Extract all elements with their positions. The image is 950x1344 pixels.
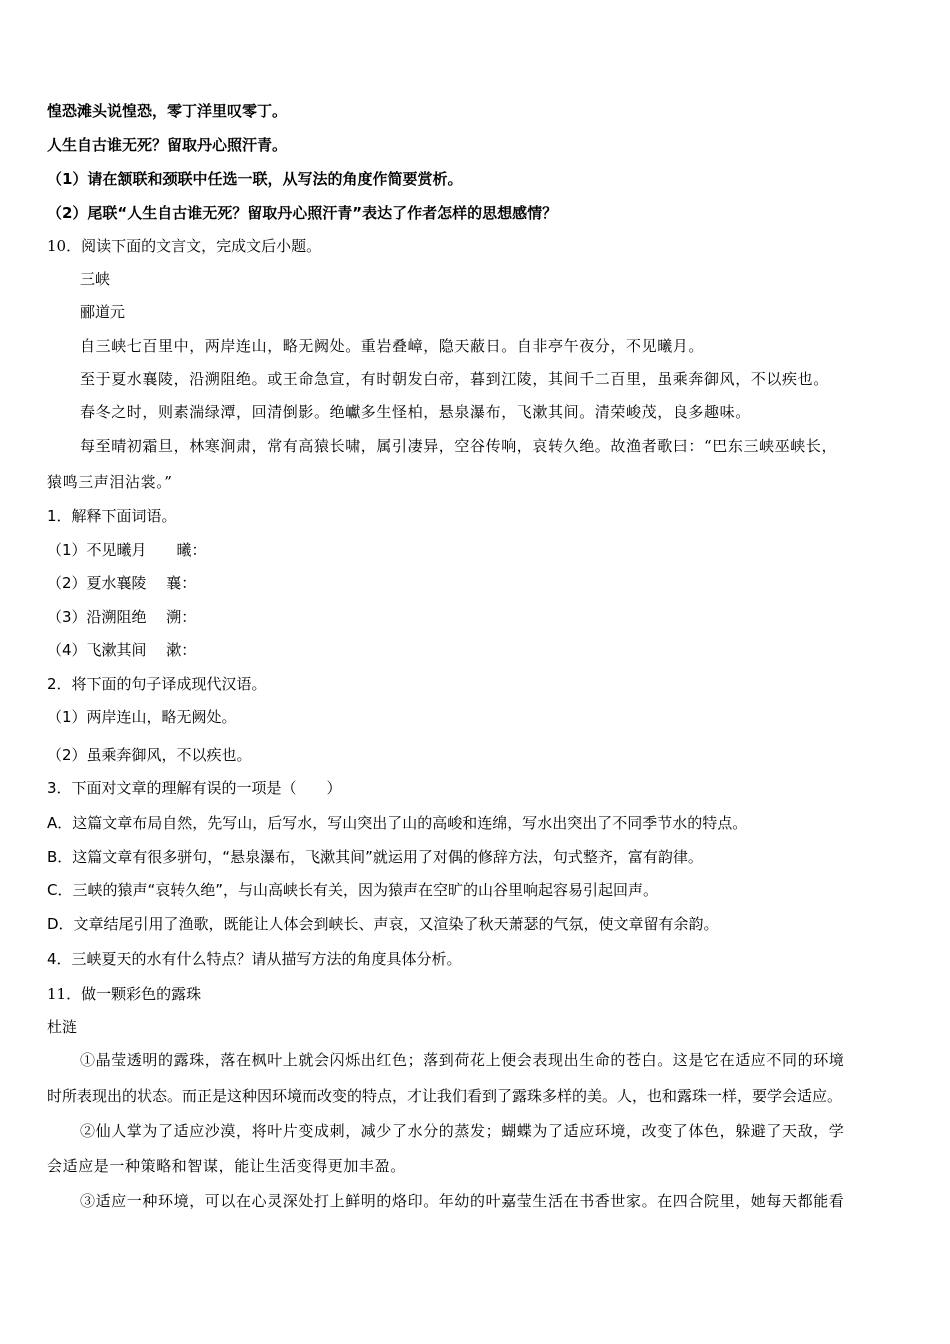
q11-line-1: ①晶莹透明的露珠，落在枫叶上就会闪烁出红色；落到荷花上便会表现出生命的苍白。这是它在适应不同的环境: [80, 1051, 845, 1069]
q10-passage-title: 三峡: [80, 270, 111, 288]
q10-paragraph-4: 每至晴初霜旦，林寒涧肃，常有高猿长啸，属引凄异，空谷传响，哀转久绝。故渔者歌曰：“巴东三峡巫峡长，: [80, 437, 838, 455]
q10-paragraph-1: 自三峡七百里中，两岸连山，略无阙处。重岩叠嶂，隐天蔽日。自非亭午夜分，不见曦月。: [80, 337, 705, 355]
q10-heading: 10．阅读下面的文言文，完成文后小题。: [47, 237, 322, 255]
q11-line-5: ③适应一种环境，可以在心灵深处打上鲜明的烙印。年幼的叶嘉莹生活在书香世家。在四合院里，她每天都能看: [80, 1192, 845, 1210]
q11-heading: 11．做一颗彩色的露珠: [47, 985, 202, 1003]
q10-paragraph-4-cont: 猿鸣三声泪沾裳。”: [47, 473, 173, 491]
q10-sub1-item-4: （4）飞漱其间 漱：: [47, 641, 197, 659]
q10-sub2-item-1: （1）两岸连山，略无阙处。: [47, 708, 237, 726]
q10-sub1-item-1: （1）不见曦月 曦：: [47, 541, 207, 559]
poem-question-2: （2）尾联“人生自古谁无死？留取丹心照汗青”表达了作者怎样的思想感情？: [47, 204, 558, 222]
poem-question-1: （1）请在颔联和颈联中任选一联，从写法的角度作简要赏析。: [47, 170, 463, 188]
q11-author: 杜涟: [47, 1018, 78, 1036]
q10-sub3-option-b: B．这篇文章有很多骈句，“悬泉瀑布，飞漱其间”就运用了对偶的修辞方法，句式整齐，富有韵律。: [47, 848, 703, 866]
q10-sub3-option-c: C．三峡的猿声“哀转久绝”，与山高峡长有关，因为猿声在空旷的山谷里响起容易引起回声。: [47, 881, 659, 899]
q10-sub3-prompt: 3．下面对文章的理解有误的一项是（ ）: [47, 779, 342, 797]
q10-sub2-item-2: （2）虽乘奔御风，不以疾也。: [47, 746, 252, 764]
poem-line-1: 惶恐滩头说惶恐，零丁洋里叹零丁。: [47, 102, 288, 120]
q10-sub2-prompt: 2．将下面的句子译成现代汉语。: [47, 675, 267, 693]
q10-sub3-option-d: D．文章结尾引用了渔歌，既能让人体会到峡长、声哀，又渲染了秋天萧瑟的气氛，使文章留有余韵。: [47, 915, 719, 933]
q11-line-4: 会适应是一种策略和智谋，能让生活变得更加丰盈。: [47, 1157, 406, 1175]
q11-line-3: ②仙人掌为了适应沙漠，将叶片变成刺，减少了水分的蒸发；蝴蝶为了适应环境，改变了体色，躲避了天敌，学: [80, 1122, 845, 1140]
q10-passage-author: 郦道元: [80, 303, 126, 321]
poem-line-2: 人生自古谁无死？留取丹心照汗青。: [47, 136, 288, 154]
q10-sub3-option-a: A．这篇文章布局自然，先写山，后写水，写山突出了山的高峻和连绵，写水出突出了不同季节水的特点。: [47, 814, 748, 832]
q10-sub1-item-2: （2）夏水襄陵 襄：: [47, 574, 197, 592]
q10-sub1-prompt: 1．解释下面词语。: [47, 507, 177, 525]
q11-line-2: 时所表现出的状态。而正是这种因环境而改变的特点，才让我们看到了露珠多样的美。人，也和露珠一样，要学会适应。: [47, 1087, 843, 1105]
q10-paragraph-3: 春冬之时，则素湍绿潭，回清倒影。绝巘多生怪柏，悬泉瀑布，飞漱其间。清荣峻茂，良多趣味。: [80, 403, 751, 421]
q10-sub1-item-3: （3）沿溯阻绝 溯：: [47, 608, 197, 626]
q10-paragraph-2: 至于夏水襄陵，沿溯阻绝。或王命急宣，有时朝发白帝，暮到江陵，其间千二百里，虽乘奔御风，不以疾也。: [80, 370, 829, 388]
q10-sub4-prompt: 4．三峡夏天的水有什么特点？请从描写方法的角度具体分析。: [47, 950, 462, 968]
